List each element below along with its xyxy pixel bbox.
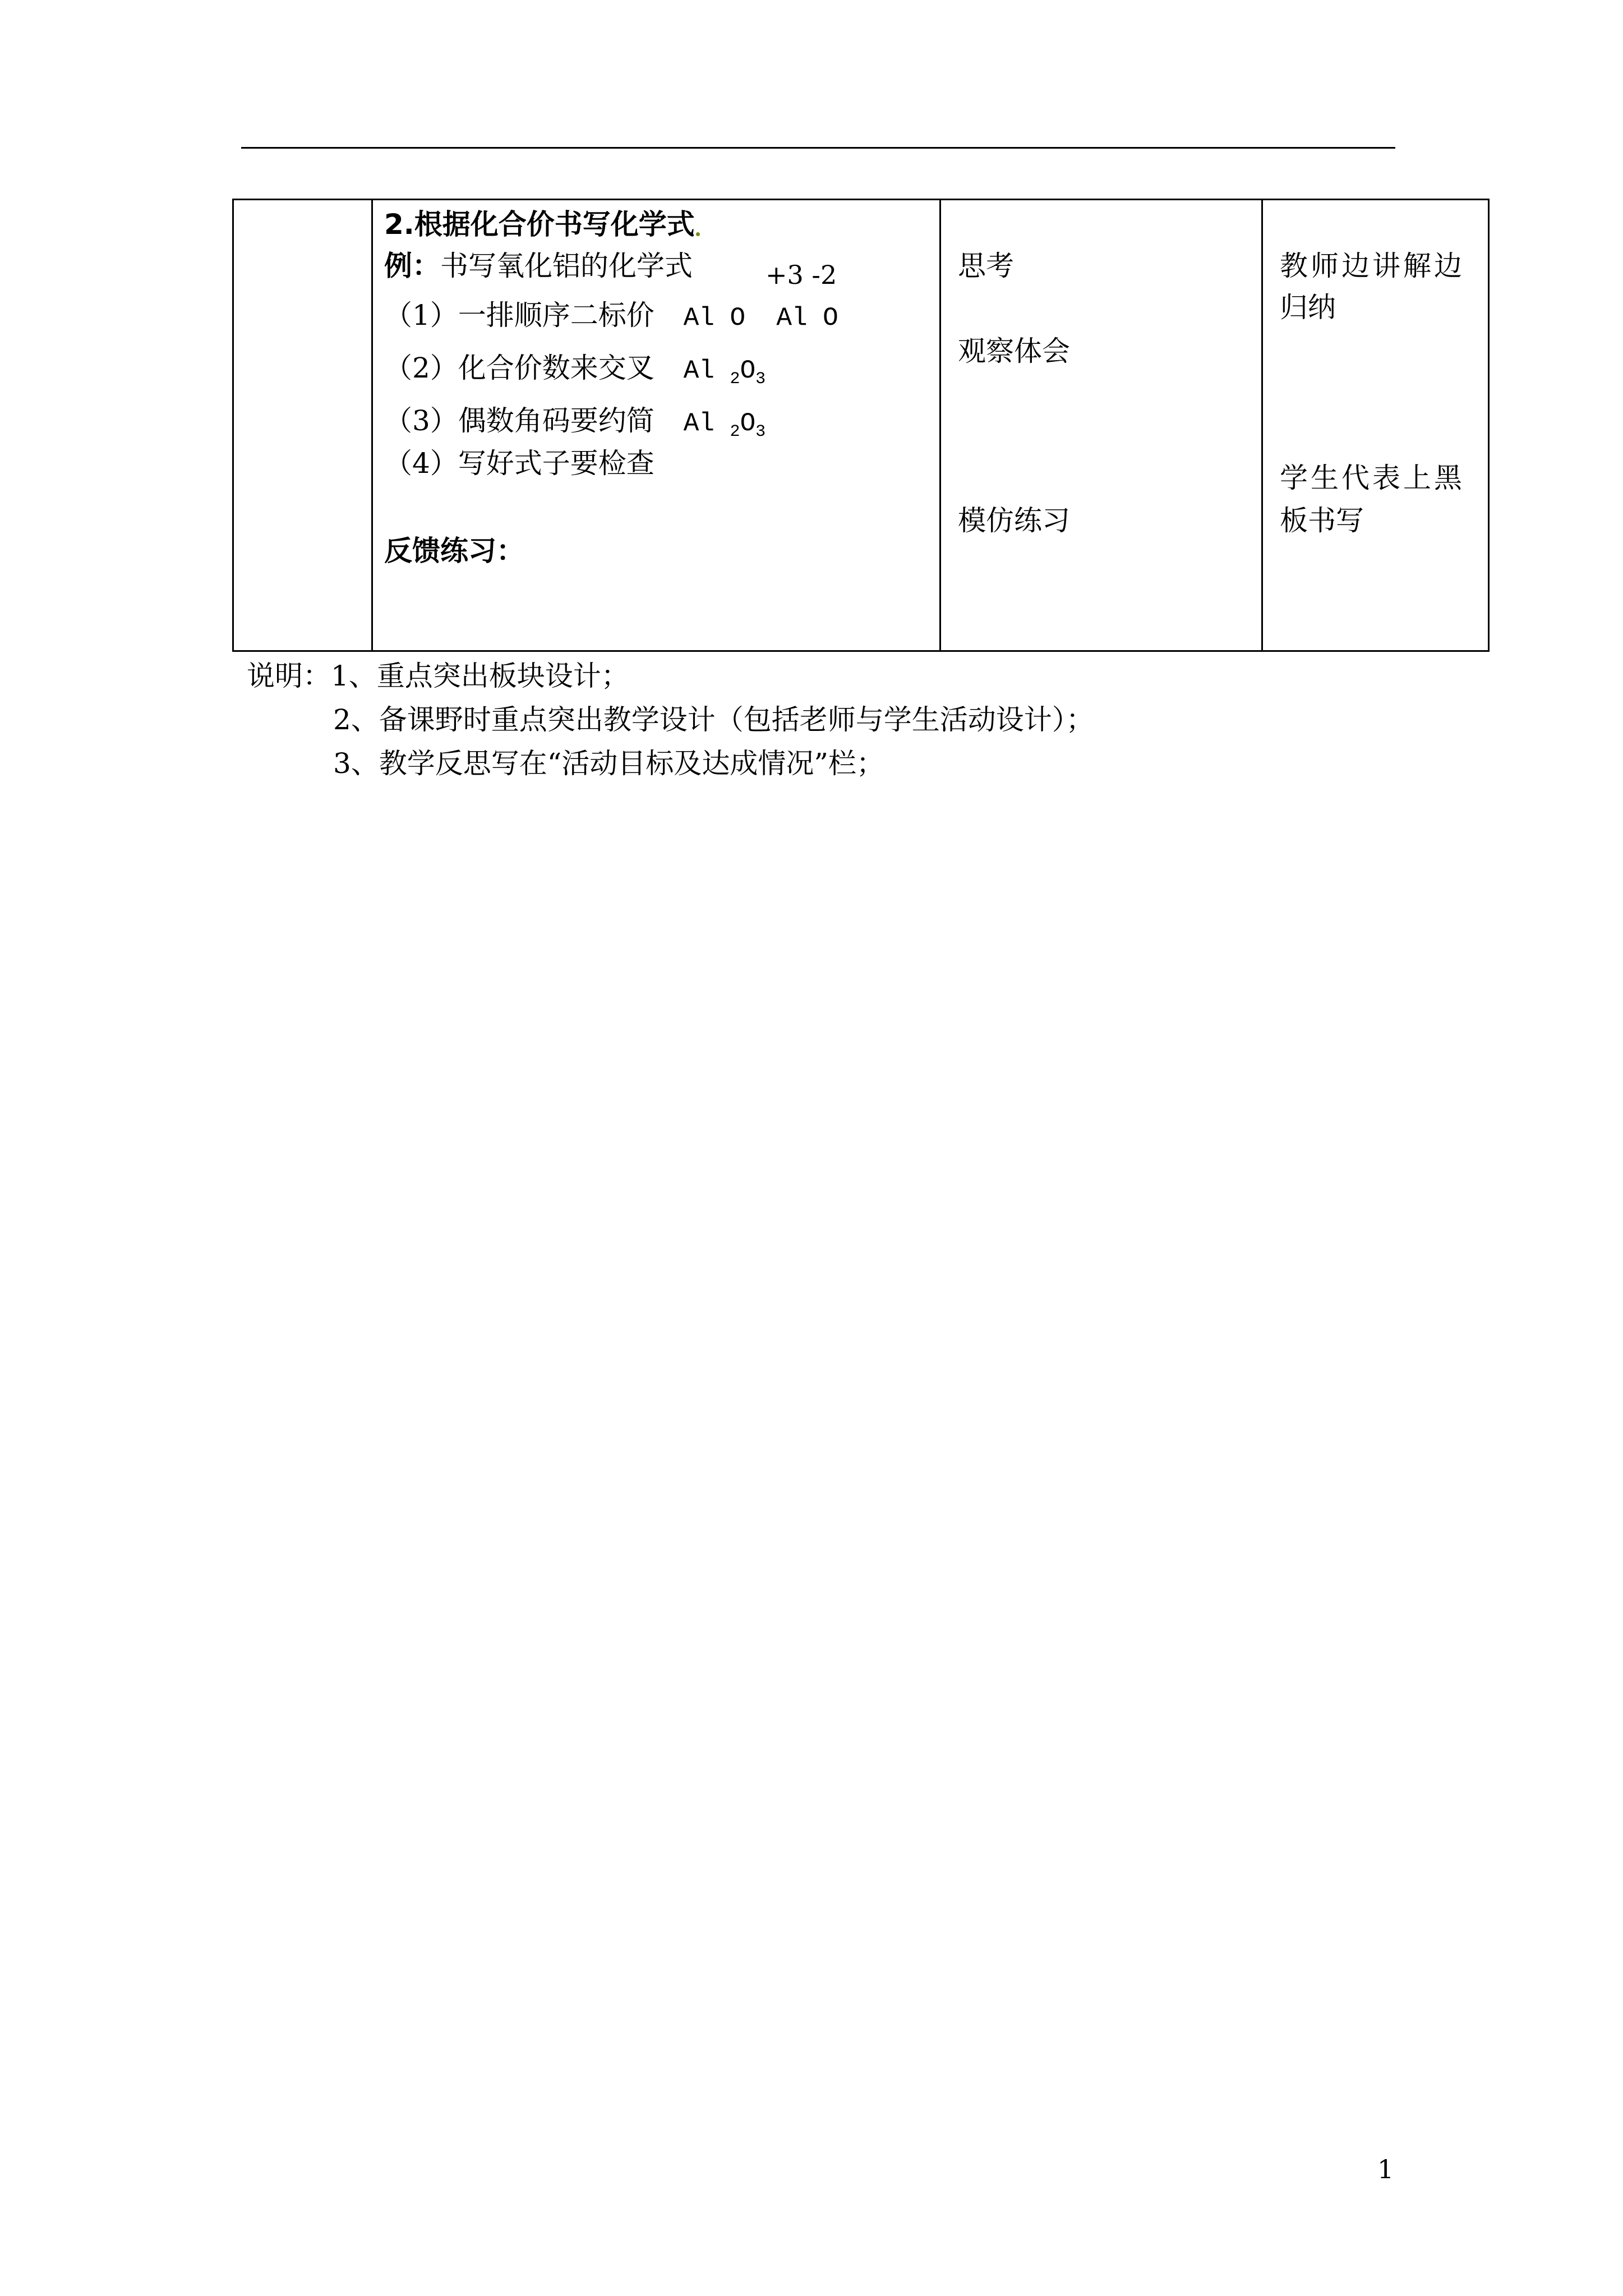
section-heading: 2.根据化合价书写化学式 xyxy=(384,208,695,241)
teacher-activity-1b: 归纳 xyxy=(1280,291,1336,324)
page-number: 1 xyxy=(1377,2154,1394,2184)
header-rule xyxy=(241,147,1395,149)
note-line-1: 说明：1、重点突出板块设计； xyxy=(247,660,629,692)
step-2: （2）化合价数来交叉 Al $_2O_3$ xyxy=(384,352,766,389)
student-activity-1: 思考 xyxy=(958,250,1014,282)
note-line-3: 3、教学反思写在“活动目标及达成情况”栏； xyxy=(333,747,884,780)
teacher-activity-2a: 学生代表上黑 xyxy=(1280,462,1465,494)
empty-first-cell xyxy=(234,200,371,650)
content-cell xyxy=(373,200,939,650)
teacher-activity-2b: 板书写 xyxy=(1280,504,1364,537)
feedback-heading: 反馈练习： xyxy=(384,535,524,567)
student-activity-2: 观察体会 xyxy=(958,335,1070,367)
note-line-2: 2、备课野时重点突出教学设计（包括老师与学生活动设计）； xyxy=(333,703,1094,736)
teacher-activity-1a: 教师边讲解边 xyxy=(1280,250,1465,282)
step-3: （3）偶数角码要约简 Al $_2O_3$ xyxy=(384,404,766,441)
green-mark-icon xyxy=(696,232,700,236)
student-activity-cell xyxy=(941,200,1261,650)
step-4: （4）写好式子要检查 xyxy=(384,447,654,480)
lesson-table xyxy=(232,199,1490,652)
teacher-activity-cell xyxy=(1263,200,1487,650)
step-1: （1）一排顺序二标价 Al O Al O xyxy=(384,299,838,333)
example-label: 例： xyxy=(384,250,440,282)
student-activity-3: 模仿练习 xyxy=(958,504,1070,537)
example-text: 书写氧化铝的化学式 xyxy=(440,250,693,282)
valence-marks: +3 -2 xyxy=(766,260,837,290)
